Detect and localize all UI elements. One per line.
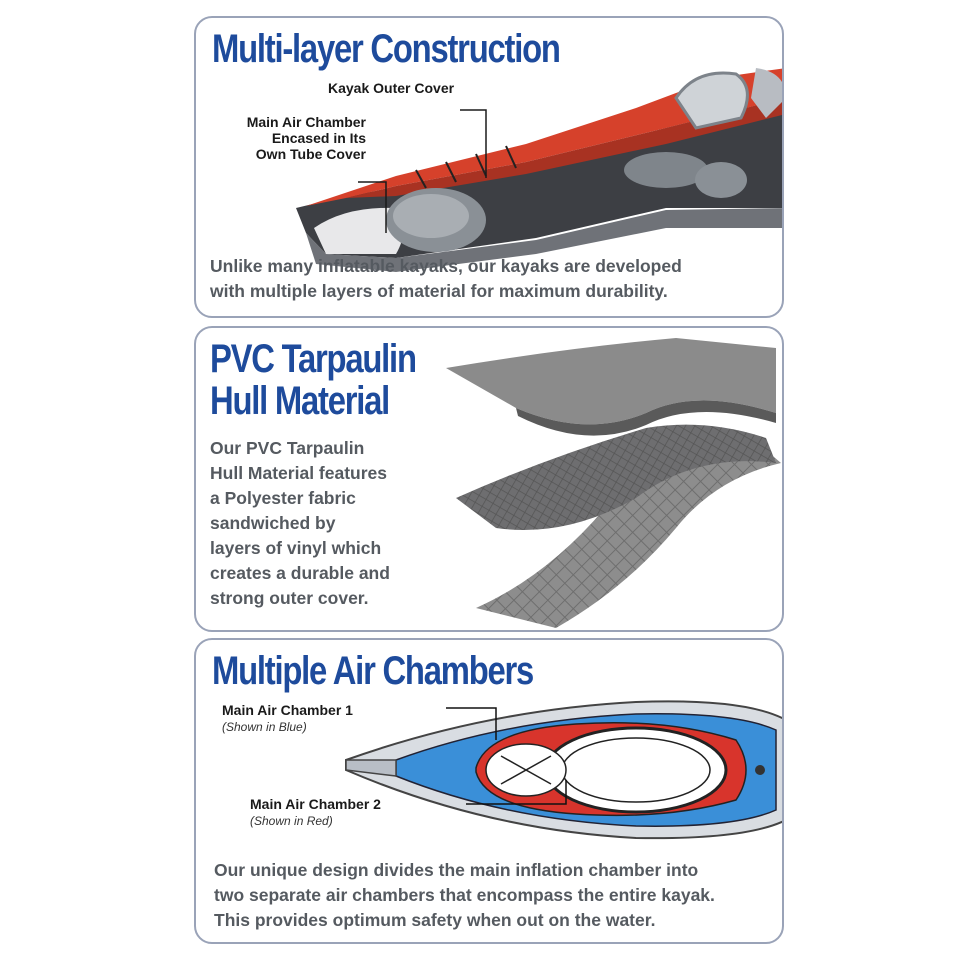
section-multiple-air-chambers	[194, 638, 784, 944]
description-line: strong outer cover.	[210, 588, 369, 608]
description-line: Our PVC Tarpaulin	[210, 438, 365, 458]
callout-air-chamber-2-note: (Shown in Red)	[250, 814, 333, 828]
description-line: a Polyester fabric	[210, 488, 356, 508]
section-description	[214, 858, 715, 933]
callout-line: Encased in Its	[271, 130, 366, 146]
section-pvc-tarpaulin	[194, 326, 784, 632]
description-line: Our unique design divides the main inflation chamber into	[214, 860, 699, 880]
description-line: sandwiched by	[210, 513, 336, 533]
description-line: layers of vinyl which	[210, 538, 382, 558]
section-title	[210, 338, 416, 422]
callout-line: Own Tube Cover	[255, 146, 366, 162]
description-line: This provides optimum safety when out on the water.	[214, 910, 656, 930]
section-multilayer-construction	[194, 16, 784, 318]
section-description	[210, 436, 390, 611]
description-line: Unlike many inflatable kayaks, our kayaks are developed	[210, 256, 682, 276]
callout-main-air-chamber	[218, 114, 366, 162]
section-title: Multi-layer Construction	[212, 27, 560, 71]
callout-air-chamber-1: Main Air Chamber 1	[222, 702, 353, 718]
callout-line: Main Air Chamber	[246, 114, 366, 130]
title-line: PVC Tarpaulin	[210, 337, 416, 381]
section-title: Multiple Air Chambers	[212, 649, 534, 693]
title-line: Hull Material	[210, 379, 390, 423]
material-layers-illustration	[446, 328, 784, 628]
section-description	[210, 254, 682, 304]
callout-air-chamber-2: Main Air Chamber 2	[250, 796, 381, 812]
description-line: with multiple layers of material for maximum durability.	[210, 281, 668, 301]
callout-air-chamber-1-note: (Shown in Blue)	[222, 720, 307, 734]
callout-kayak-outer-cover: Kayak Outer Cover	[328, 80, 455, 96]
kayak-top-view-illustration	[336, 690, 784, 850]
description-line: Hull Material features	[210, 463, 387, 483]
description-line: creates a durable and	[210, 563, 390, 583]
description-line: two separate air chambers that encompass the entire kayak.	[214, 885, 715, 905]
